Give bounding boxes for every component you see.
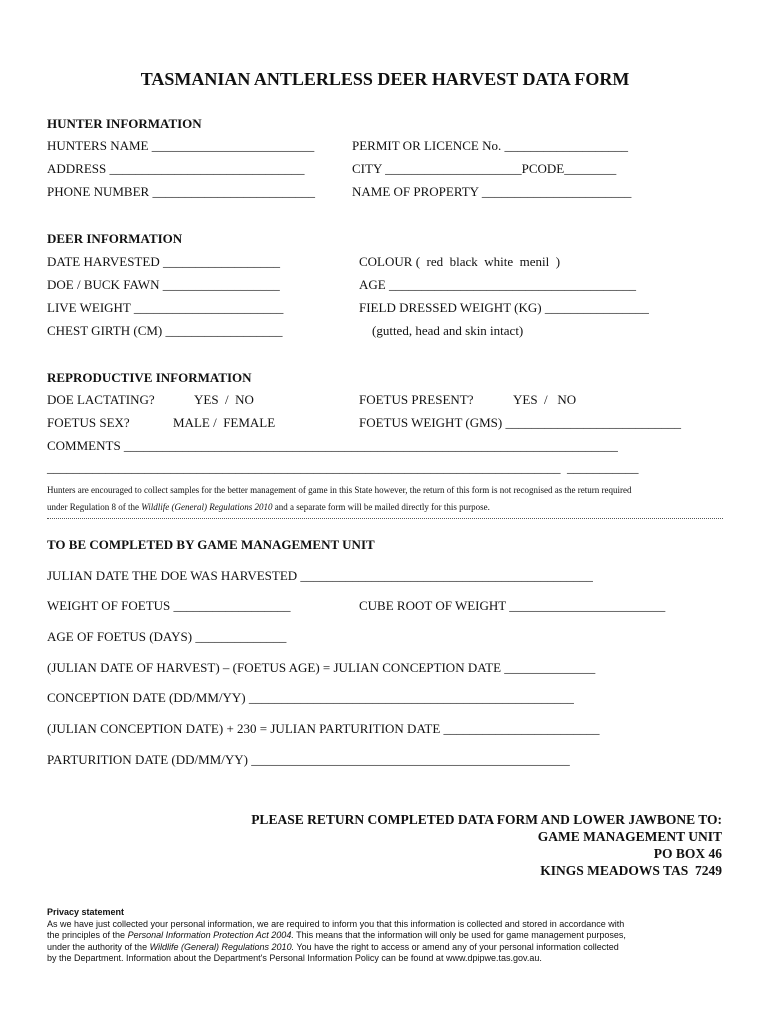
colour-options[interactable]: COLOUR ( red black white menil ) [359,254,561,269]
privacy-text-end: This means that the information will only be used for game management purposes, [293,930,626,940]
age-foetus-field[interactable]: AGE OF FOETUS (DAYS) ______________ [47,629,287,644]
hunter-heading: HUNTER INFORMATION [47,116,202,131]
property-field[interactable]: NAME OF PROPERTY _______________________ [352,184,632,199]
doe-buck-field[interactable]: DOE / BUCK FAWN __________________ [47,277,280,292]
return-town: KINGS MEADOWS TAS 7249 [540,863,722,878]
gmu-heading: TO BE COMPLETED BY GAME MANAGEMENT UNIT [47,537,375,552]
city-pcode-field[interactable]: CITY _____________________PCODE________ [352,161,617,176]
return-unit: GAME MANAGEMENT UNIT [537,829,722,844]
julian-conception-field[interactable]: (JULIAN DATE OF HARVEST) – (FOETUS AGE) = JULIAN CONCEPTION DATE ______________ [47,660,596,675]
section-divider [47,518,723,519]
foetus-sex-options[interactable]: MALE / FEMALE [173,415,276,430]
address-field[interactable]: ADDRESS ______________________________ [47,161,305,176]
notice-text: under Regulation 8 of the [47,502,142,512]
conception-date-field[interactable]: CONCEPTION DATE (DD/MM/YY) __________________________________________________ [47,690,574,705]
foetus-present-options[interactable]: YES / NO [513,392,577,407]
privacy-line2 [47,930,727,942]
lactating-label: DOE LACTATING? [47,392,155,407]
privacy-heading: Privacy statement [47,907,125,917]
comments-field[interactable]: COMMENTS ____________________________________________________________________________ [47,438,618,453]
deer-heading: DEER INFORMATION [47,231,183,246]
comments-field-line2[interactable]: _______________________________________________________________________________ ___________ [47,460,639,475]
date-harvested-field[interactable]: DATE HARVESTED __________________ [47,254,280,269]
chest-girth-field[interactable]: CHEST GIRTH (CM) __________________ [47,323,283,338]
privacy-line1: As we have just collected your personal information, we are required to inform you that this information is collected and stored in accordance with [47,918,625,929]
regulation-name: Wildlife (General) Regulations 2010 [141,502,273,512]
gutted-note: (gutted, head and skin intact) [372,323,524,338]
notice-line2 [47,501,490,513]
weight-foetus-field[interactable]: WEIGHT OF FOETUS __________________ [47,598,291,613]
notice-line1: Hunters are encouraged to collect samples for the better management of game in this State however, the return of this form is not recognised as the return required [47,485,632,495]
privacy-statement [47,907,727,965]
foetus-sex-label: FOETUS SEX? [47,415,130,430]
return-instruction: PLEASE RETURN COMPLETED DATA FORM AND LOWER JAWBONE TO: [251,812,722,827]
foetus-present-label: FOETUS PRESENT? [359,392,474,407]
permit-field[interactable]: PERMIT OR LICENCE No. ___________________ [352,138,629,153]
age-field[interactable]: AGE ______________________________________ [359,277,636,292]
parturition-date-field[interactable]: PARTURITION DATE (DD/MM/YY) _________________________________________________ [47,752,570,767]
notice-text-end: and a separate form will be mailed directly for this purpose. [272,502,490,512]
lactating-options[interactable]: YES / NO [194,392,254,407]
hunters-name-field[interactable]: HUNTERS NAME _________________________ [47,138,315,153]
foetus-weight-field[interactable]: FOETUS WEIGHT (GMS) ___________________________ [359,415,681,430]
julian-parturition-field[interactable]: (JULIAN CONCEPTION DATE) + 230 = JULIAN PARTURITION DATE ________________________ [47,721,600,736]
field-dressed-weight-field[interactable]: FIELD DRESSED WEIGHT (KG) ________________ [359,300,649,315]
live-weight-field[interactable]: LIVE WEIGHT _______________________ [47,300,284,315]
privacy-text: under the authority of the [47,941,150,952]
return-po-box: PO BOX 46 [653,846,722,861]
privacy-text-end: You have the right to access or amend any of your personal information collected [294,941,619,952]
repro-heading: REPRODUCTIVE INFORMATION [47,370,252,385]
form-title: TASMANIAN ANTLERLESS DEER HARVEST DATA FORM [140,69,630,89]
julian-date-field[interactable]: JULIAN DATE THE DOE WAS HARVESTED _____________________________________________ [47,568,593,583]
phone-field[interactable]: PHONE NUMBER _________________________ [47,184,315,199]
privacy-line3 [47,942,727,954]
privacy-act-name: Personal Information Protection Act 2004. [127,930,294,940]
privacy-line4: by the Department. Information about the Department's Personal Information Policy can be found at www.dpipwe.tas.gov.au. [47,953,542,963]
cube-root-field[interactable]: CUBE ROOT OF WEIGHT ________________________ [359,598,666,613]
privacy-text: the principles of the [47,930,128,940]
privacy-regulation-name: Wildlife (General) Regulations 2010. [149,941,295,952]
